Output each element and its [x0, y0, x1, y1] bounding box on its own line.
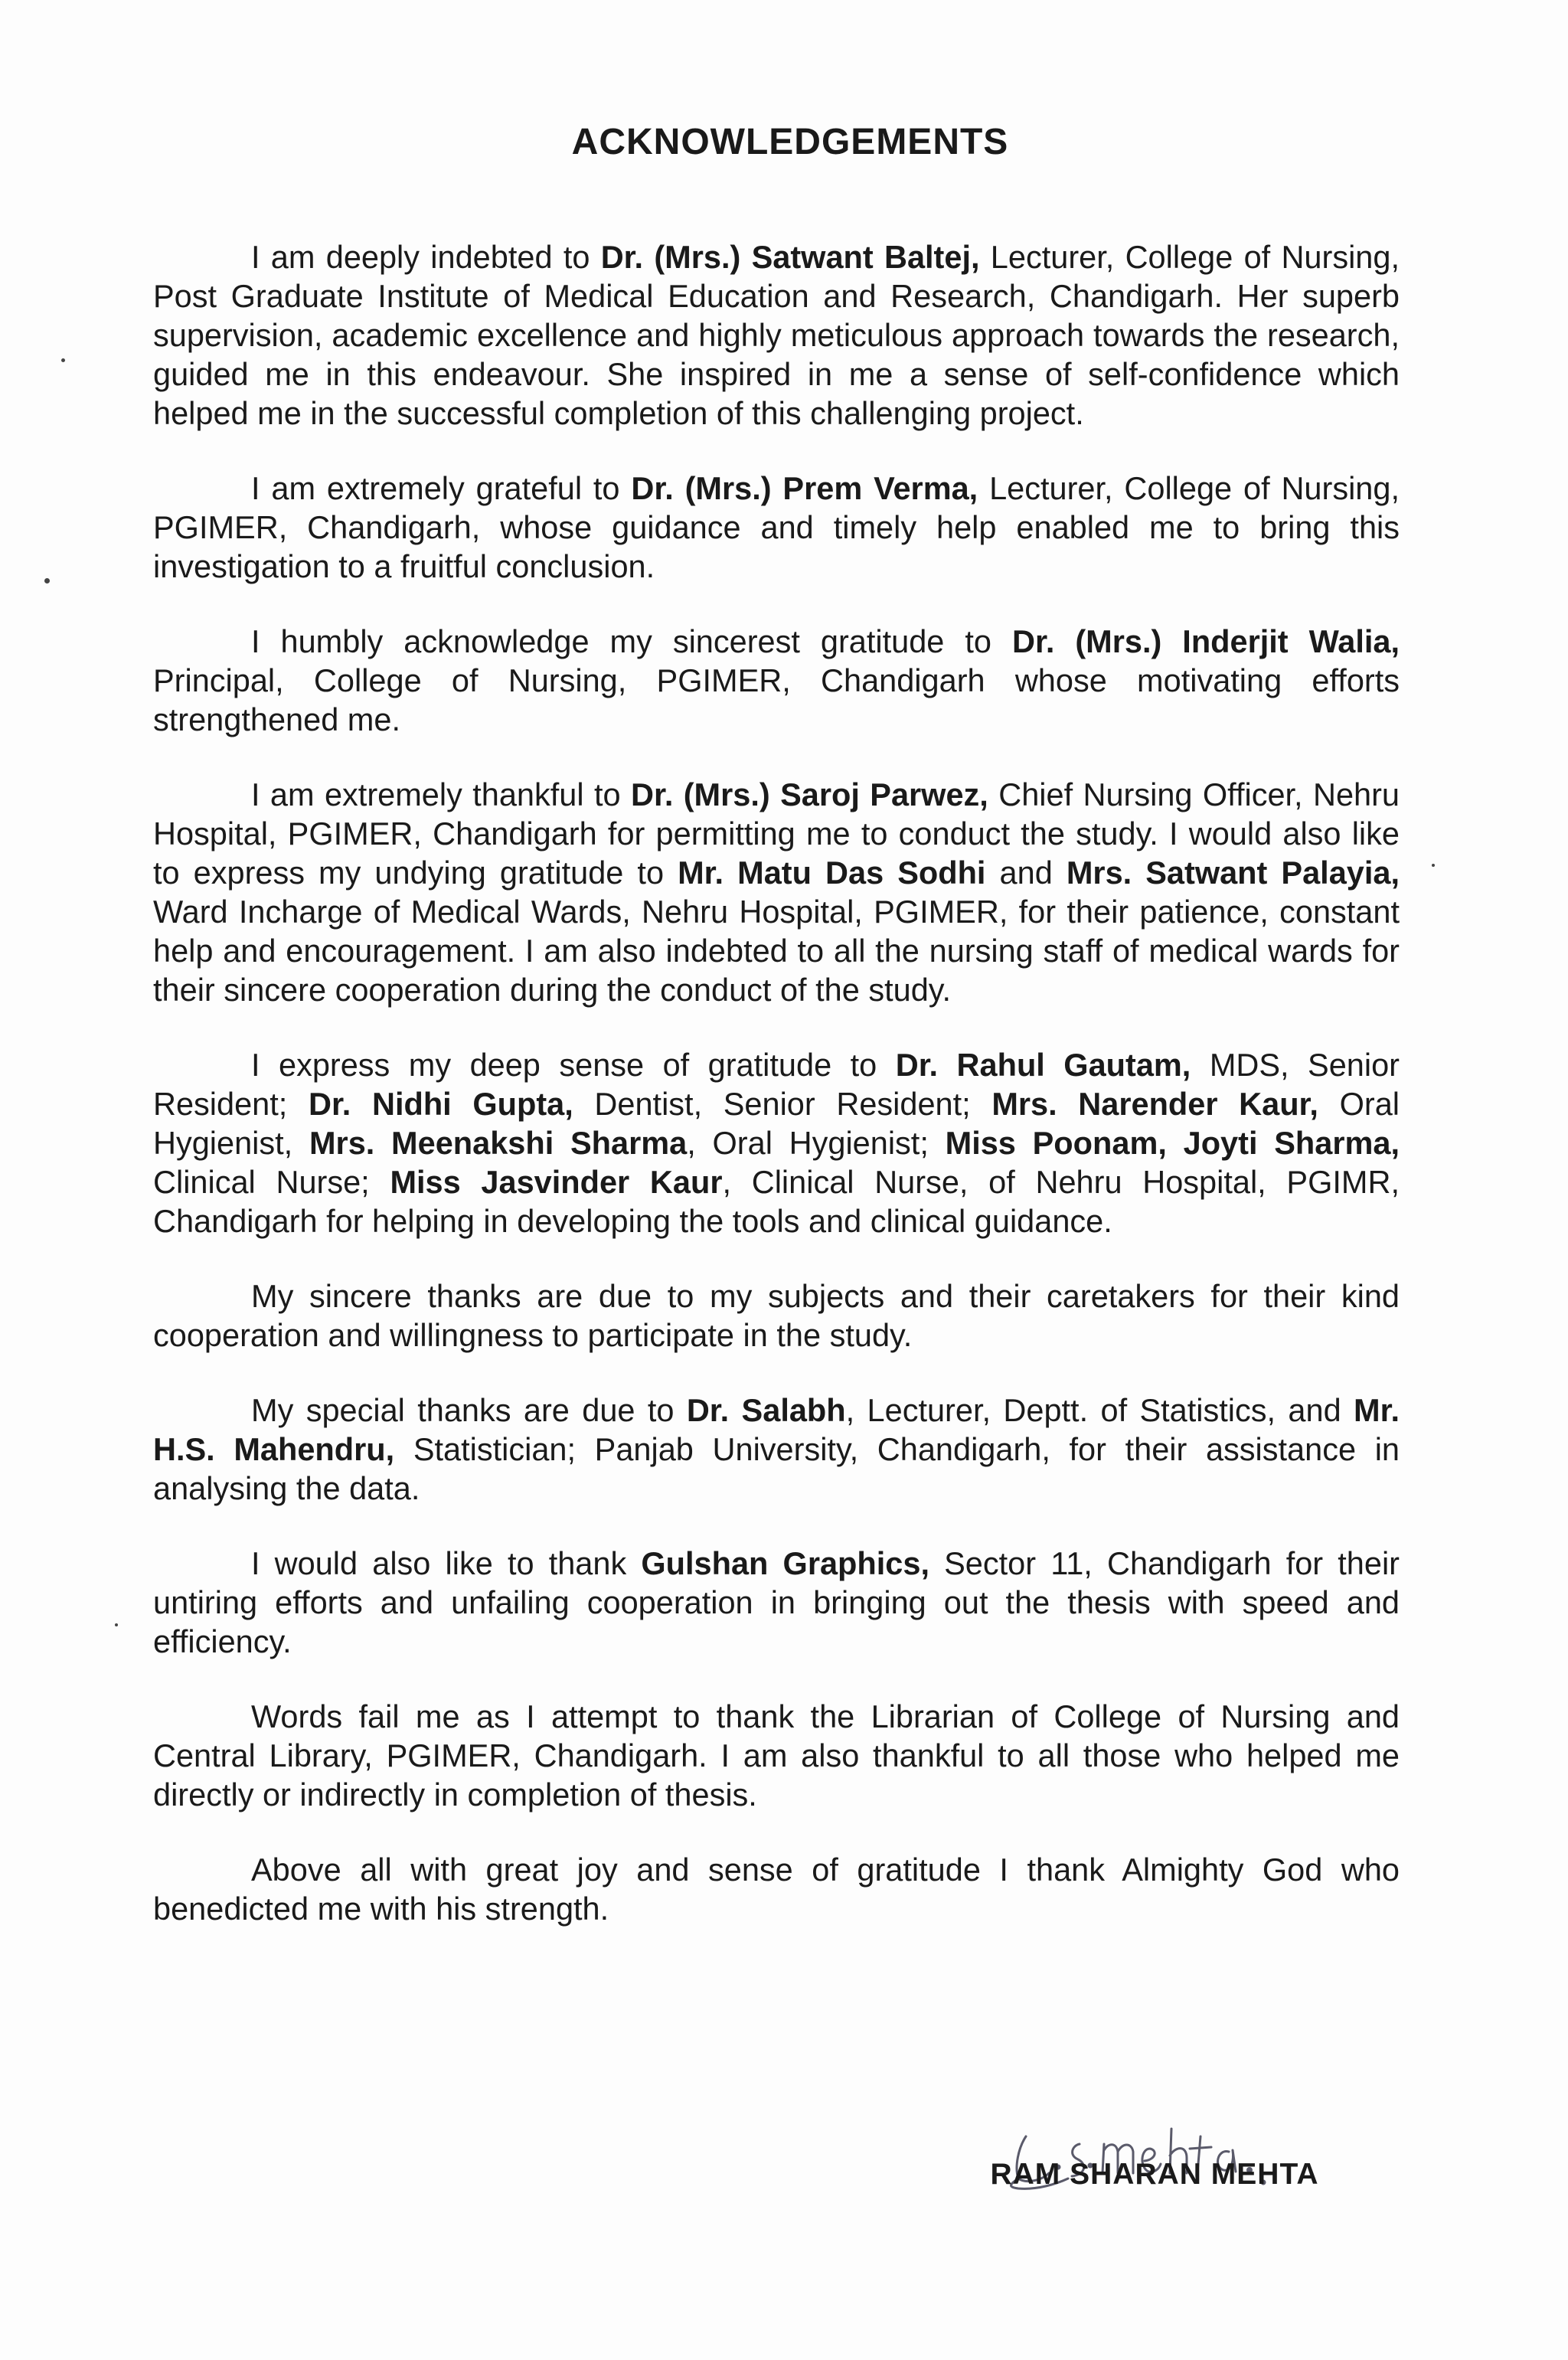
text-run: and [985, 855, 1067, 891]
text-run: , Oral Hygienist; [687, 1125, 946, 1161]
bold-name: Dr. (Mrs.) Prem Verma, [631, 470, 978, 506]
text-run: My sincere thanks are due to my subjects and their caretakers for their kind cooperation and willingness to participate in the study. [153, 1278, 1400, 1353]
text-run: I express my deep sense of gratitude to [251, 1047, 896, 1083]
scan-speck [61, 358, 65, 362]
text-run: Lecturer, College of Nursing, PGIMER, Chandigarh, whose guidance and timely help enabled me to bring this investigation to a fruitful conclusion. [153, 470, 1400, 584]
text-run: I am extremely grateful to [251, 470, 632, 506]
text-run: Chief Nursing Officer, Nehru Hospital, PGIMER, Chandigarh for permitting me to conduct the study. I would also like to express my undying gratitude to [153, 776, 1400, 891]
author-name: RAM SHARAN MEHTA [990, 2158, 1319, 2191]
text-run: Words fail me as I attempt to thank the Librarian of College of Nursing and Central Library, PGIMER, Chandigarh. I am also thankful to all those who helped me directly or indirectly in completion of thesis. [153, 1698, 1400, 1812]
text-run: Principal, College of Nursing, PGIMER, Chandigarh whose motivating efforts strengthened me. [153, 662, 1400, 737]
bold-name: Mrs. Satwant Palayia, [1066, 855, 1400, 891]
bold-name: Miss Poonam, Joyti Sharma, [945, 1125, 1400, 1161]
acknowledgement-paragraph [153, 1850, 1400, 1928]
text-run: , Lecturer, Deptt. of Statistics, and [845, 1392, 1354, 1428]
acknowledgement-body [153, 237, 1400, 1964]
bold-name: Mr. H.S. Mahendru, [153, 1392, 1400, 1467]
acknowledgement-paragraph [153, 1544, 1400, 1661]
acknowledgement-paragraph [153, 775, 1400, 1009]
bold-name: Dr. (Mrs.) Satwant Baltej, [600, 239, 980, 275]
acknowledgement-paragraph [153, 469, 1400, 586]
text-run: Ward Incharge of Medical Wards, Nehru Hospital, PGIMER, for their patience, constant help and encouragement. I am also indebted to all the nursing staff of medical wards for their sincere cooperation during the conduct of the study. [153, 894, 1400, 1008]
text-run: Lecturer, College of Nursing, Post Graduate Institute of Medical Education and Research, Chandigarh. Her superb supervision, academic excellence and highly meticulous approach towards the research, guided me in this endeavour. She inspired in me a sense of self-confidence which helped me in the successful completion of this challenging project. [153, 239, 1400, 431]
bold-name: Dr. (Mrs.) Saroj Parwez, [630, 776, 988, 812]
bold-name: Dr. Salabh [686, 1392, 846, 1428]
text-run: Sector 11, Chandigarh for their untiring efforts and unfailing cooperation in bringing out the thesis with speed and efficiency. [153, 1545, 1400, 1659]
bold-name: Dr. (Mrs.) Inderjit Walia, [1011, 623, 1400, 659]
text-run: My special thanks are due to [251, 1392, 687, 1428]
bold-name: Dr. Rahul Gautam, [895, 1047, 1191, 1083]
text-run: Clinical Nurse; [153, 1164, 390, 1200]
bold-name: Gulshan Graphics, [641, 1545, 929, 1581]
bold-name: Mr. Matu Das Sodhi [678, 855, 986, 891]
scan-speck [1432, 864, 1435, 867]
acknowledgement-paragraph [153, 1391, 1400, 1508]
acknowledgement-paragraph [153, 237, 1400, 433]
text-run: I would also like to thank [251, 1545, 642, 1581]
text-run: Dentist, Senior Resident; [573, 1086, 992, 1122]
bold-name: Dr. Nidhi Gupta, [308, 1086, 573, 1122]
bold-name: Miss Jasvinder Kaur [390, 1164, 723, 1200]
text-run: I am extremely thankful to [251, 776, 631, 812]
bold-name: Mrs. Meenakshi Sharma [309, 1125, 688, 1161]
text-run: Statistician; Panjab University, Chandigarh, for their assistance in analysing the data. [153, 1431, 1400, 1506]
bold-name: Mrs. Narender Kaur, [991, 1086, 1318, 1122]
acknowledgement-paragraph [153, 1276, 1400, 1355]
text-run: I humbly acknowledge my sincerest gratitude to [251, 623, 1012, 659]
page-title: ACKNOWLEDGEMENTS [571, 122, 1009, 162]
text-run: , Clinical Nurse, of Nehru Hospital, PGIMR, Chandigarh for helping in developing the tools and clinical guidance. [153, 1164, 1400, 1239]
text-run: I am deeply indebted to [251, 239, 601, 275]
text-run: Oral Hygienist, [153, 1086, 1400, 1161]
text-run: MDS, Senior Resident; [153, 1047, 1400, 1122]
scan-speck [115, 1623, 118, 1626]
acknowledgement-paragraph [153, 622, 1400, 739]
scan-speck [44, 578, 50, 583]
text-run: Above all with great joy and sense of gratitude I thank Almighty God who benedicted me with his strength. [153, 1852, 1400, 1927]
acknowledgement-paragraph [153, 1045, 1400, 1240]
acknowledgement-paragraph [153, 1697, 1400, 1814]
